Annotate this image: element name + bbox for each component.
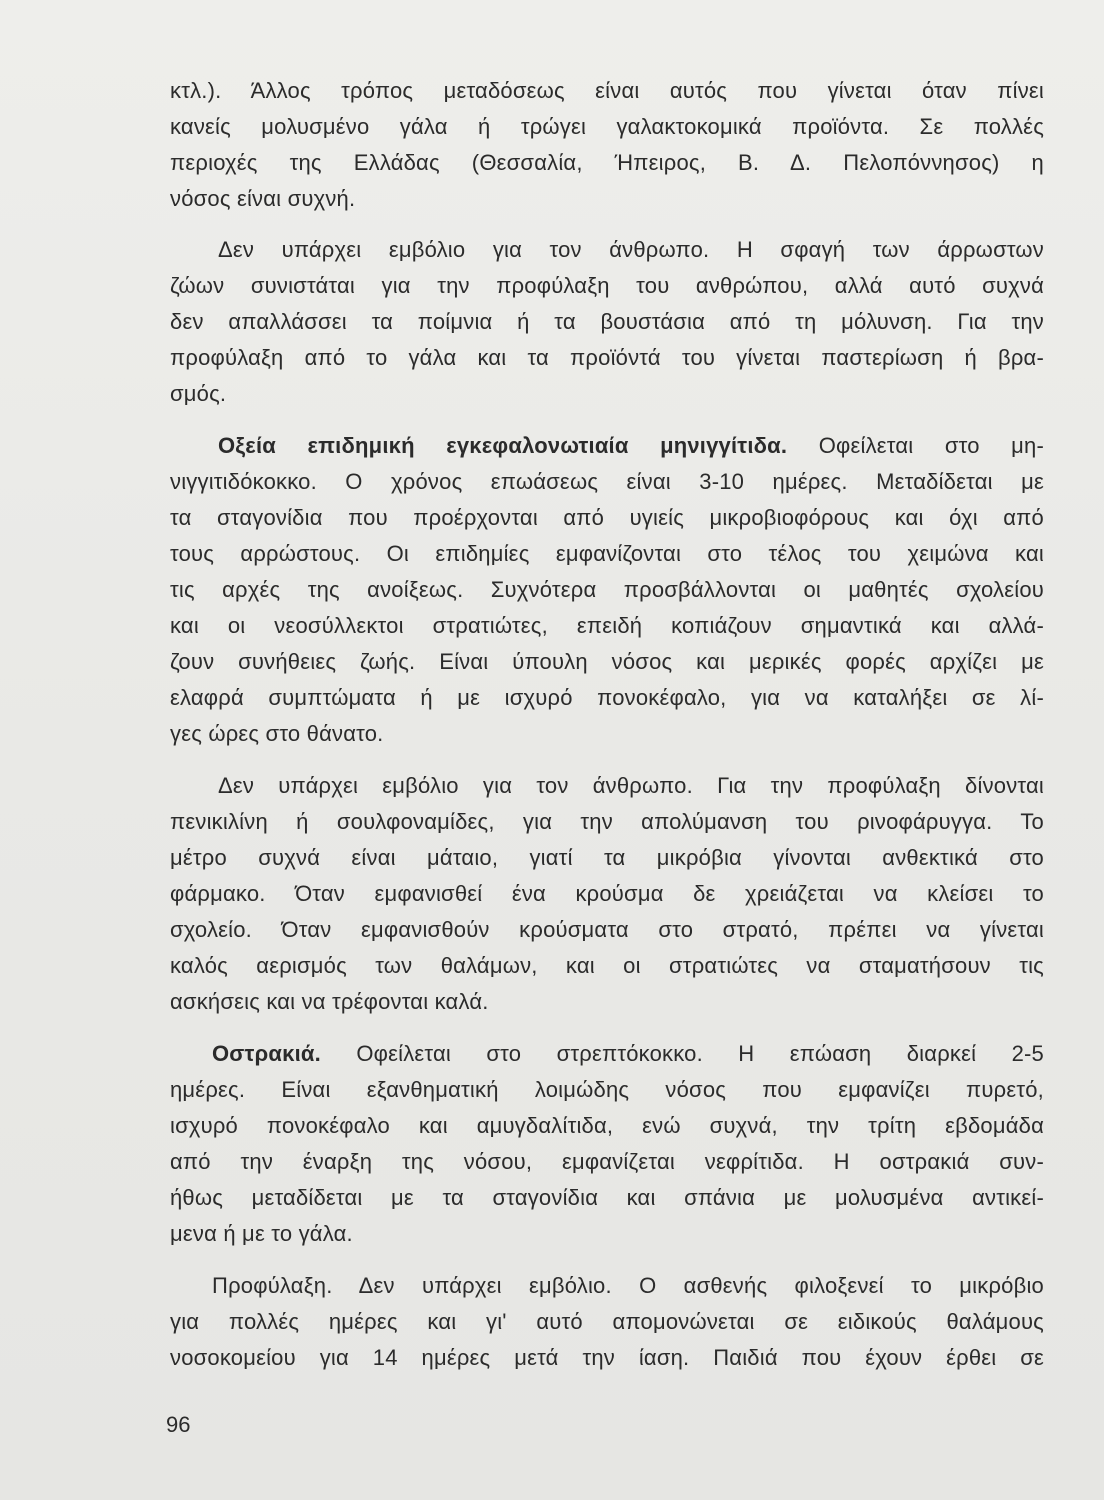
section-heading-line (218, 429, 1044, 463)
section-heading: Οστρακιά. (212, 1041, 321, 1066)
text-line: νιγγιτιδόκοκκο. Ο χρόνος επωάσεως είναι 3-10 ημέρες. Μεταδίδεται με (170, 469, 1044, 494)
text-line: σμός. (170, 381, 227, 406)
section-heading: Οξεία επιδημική εγκεφαλονωτιαία μηνιγγίτιδα. (218, 433, 788, 458)
text-line: Προφύλαξη. Δεν υπάρχει εμβόλιο. Ο ασθενής φιλοξενεί το μικρόβιο (212, 1273, 1044, 1298)
text-line: περιοχές της Ελλάδας (Θεσσαλία, Ήπειρος, Β. Δ. Πελοπόννησος) η (170, 150, 1044, 175)
text-line: γες ώρες στο θάνατο. (170, 721, 384, 746)
text-line: ήθως μεταδίδεται με τα σταγονίδια και σπάνια με μολυσμένα αντικεί- (170, 1185, 1044, 1210)
text-line: μενα ή με το γάλα. (170, 1221, 353, 1246)
text-line: δεν απαλλάσσει τα ποίμνια ή τα βουστάσια από τη μόλυνση. Για την (170, 309, 1044, 334)
text-line: τους αρρώστους. Οι επιδημίες εμφανίζονται στο τέλος του χειμώνα και (170, 541, 1044, 566)
text-line: ζώων συνιστάται για την προφύλαξη του ανθρώπου, αλλά αυτό συχνά (170, 273, 1044, 298)
text-line: σχολείο. Όταν εμφανισθούν κρούσματα στο στρατό, πρέπει να γίνεται (170, 917, 1044, 942)
page-number: 96 (166, 1412, 191, 1437)
text-line: Δεν υπάρχει εμβόλιο για τον άνθρωπο. Για την προφύλαξη δίνονται (218, 773, 1044, 798)
text-line: πενικιλίνη ή σουλφοναμίδες, για την απολύμανση του ρινοφάρυγγα. Το (170, 809, 1044, 834)
text-line: προφύλαξη από το γάλα και τα προϊόντά του γίνεται παστερίωση ή βρα- (170, 345, 1044, 370)
text-line: ισχυρό πονοκέφαλο και αμυγδαλίτιδα, ενώ συχνά, την τρίτη εβδομάδα (170, 1113, 1044, 1138)
text-line: μέτρο συχνά είναι μάταιο, γιατί τα μικρόβια γίνονται ανθεκτικά στο (170, 845, 1044, 870)
heading-line-text: Οφείλεται στο μη- (818, 433, 1045, 458)
text-line: Δεν υπάρχει εμβόλιο για τον άνθρωπο. Η σφαγή των άρρωστων (218, 237, 1044, 262)
heading-line-text: Οφείλεται στο στρεπτόκοκκο. Η επώαση διαρκεί 2-5 (356, 1041, 1044, 1066)
text-line: για πολλές ημέρες και γι' αυτό απομονώνεται σε ειδικούς θαλάμους (170, 1309, 1044, 1334)
text-line: νοσοκομείου για 14 ημέρες μετά την ίαση. Παιδιά που έχουν έρθει σε (170, 1345, 1044, 1370)
text-line: καλός αερισμός των θαλάμων, και οι στρατιώτες να σταματήσουν τις (170, 953, 1044, 978)
text-line: τα σταγονίδια που προέρχονται από υγιείς μικροβιοφόρους και όχι από (170, 505, 1044, 530)
text-line: κτλ.). Άλλος τρόπος μεταδόσεως είναι αυτός που γίνεται όταν πίνει (170, 78, 1044, 103)
text-line: νόσος είναι συχνή. (170, 186, 356, 211)
text-line: από την έναρξη της νόσου, εμφανίζεται νεφρίτιδα. Η οστρακιά συν- (170, 1149, 1044, 1174)
text-line: ζουν συνήθειες ζωής. Είναι ύπουλη νόσος και μερικές φορές αρχίζει με (170, 649, 1044, 674)
text-line: ασκήσεις και να τρέφονται καλά. (170, 989, 489, 1014)
text-line: κανείς μολυσμένο γάλα ή τρώγει γαλακτοκομικά προϊόντα. Σε πολλές (170, 114, 1044, 139)
section-heading-line (212, 1037, 1044, 1071)
text-line: ημέρες. Είναι εξανθηματική λοιμώδης νόσος που εμφανίζει πυρετό, (170, 1077, 1044, 1102)
text-line: ελαφρά συμπτώματα ή με ισχυρό πονοκέφαλο, για να καταλήξει σε λί- (170, 685, 1044, 710)
text-line: φάρμακο. Όταν εμφανισθεί ένα κρούσμα δε χρειάζεται να κλείσει το (170, 881, 1044, 906)
text-line: τις αρχές της ανοίξεως. Συχνότερα προσβάλλονται οι μαθητές σχολείου (170, 577, 1044, 602)
text-line: και οι νεοσύλλεκτοι στρατιώτες, επειδή κοπιάζουν σημαντικά και αλλά- (170, 613, 1044, 638)
